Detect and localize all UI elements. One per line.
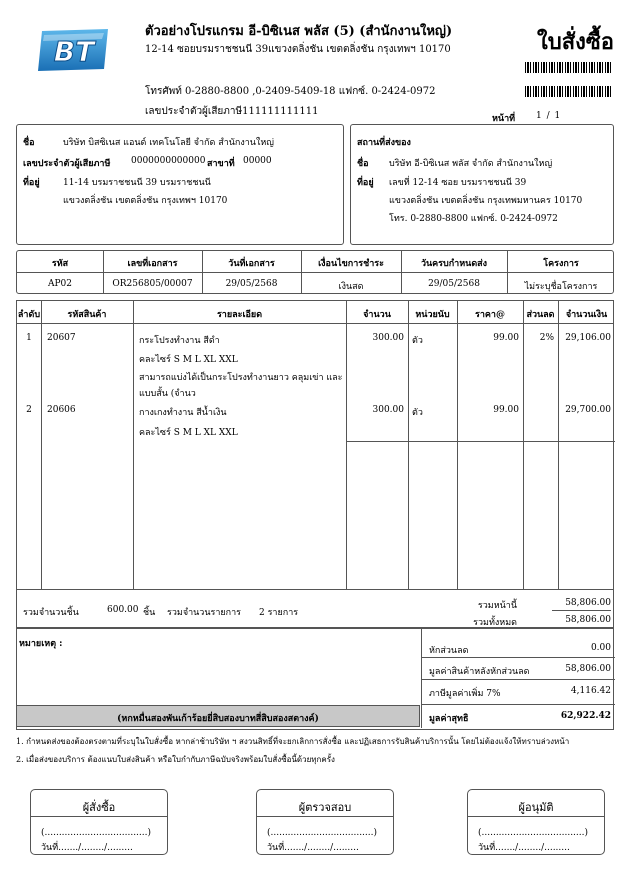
total-items-label: รวมจำนวนรายการ xyxy=(167,608,242,618)
page-number: 1 / 1 xyxy=(536,111,562,121)
customer-box xyxy=(16,124,344,245)
vat-value: 4,116.42 xyxy=(570,686,611,696)
item-1-price: 99.00 xyxy=(493,333,519,343)
header-col-code: รหัส xyxy=(51,259,69,269)
total-qty-unit: ชิ้น xyxy=(143,608,156,618)
barcode-bottom xyxy=(525,86,613,97)
vat-label: ภาษีมูลค่าเพิ่ม 7% xyxy=(429,689,501,699)
items-col-price: ราคา@ xyxy=(475,310,505,320)
after-discount-value: 58,806.00 xyxy=(565,664,611,674)
header-doc-no: OR256805/00007 xyxy=(112,279,193,289)
item-1-desc-line2: คละไซร์ S M L XL XXL xyxy=(139,355,238,365)
grand-total: 58,806.00 xyxy=(565,615,611,625)
header-due-date: 29/05/2568 xyxy=(428,279,480,289)
item-1-desc-line1: กระโปรงทำงาน สีดำ xyxy=(139,336,220,346)
customer-tax: 0000000000000 xyxy=(131,156,206,166)
after-discount-label: มูลค่าสินค้าหลังหักส่วนลด xyxy=(429,667,530,677)
signature-box-approver xyxy=(467,789,605,855)
header-col-payment: เงื่อนไขการชำระ xyxy=(318,259,384,269)
signature-date: วันที่......./......../......... xyxy=(478,843,570,853)
shipping-address-line2: แขวงตลิ่งชัน เขตตลิ่งชัน กรุงเทพมหานคร 10170 xyxy=(389,196,583,206)
signature-line: (....................................) xyxy=(267,828,378,838)
logo-text: BT xyxy=(53,35,95,68)
shipping-address-line1: เลขที่ 12-14 ซอย บรมราชชนนี 39 xyxy=(389,178,527,188)
items-table xyxy=(16,300,614,628)
items-col-discount: ส่วนลด xyxy=(526,310,555,320)
item-1-amount: 29,106.00 xyxy=(565,333,611,343)
notes xyxy=(16,735,569,766)
item-1-desc-line3: สามารถแบ่งได้เป็นกระโปรงทำงานยาว คลุมเข่า และ xyxy=(139,373,343,383)
header-col-due-date: วันครบกำหนดส่ง xyxy=(420,259,488,269)
company-tax-id: เลขประจำตัวผู้เสียภาษี111111111111 xyxy=(145,106,319,117)
company-logo xyxy=(34,27,112,73)
signature-title: ผู้อนุมัติ xyxy=(518,801,554,814)
header-col-project: โครงการ xyxy=(543,259,579,269)
item-1-qty: 300.00 xyxy=(372,333,404,343)
barcode-top xyxy=(525,62,613,73)
page-total: 58,806.00 xyxy=(565,598,611,608)
signature-line: (....................................) xyxy=(41,828,152,838)
items-col-no: ลำดับ xyxy=(17,310,41,320)
item-1-no: 1 xyxy=(26,333,32,343)
company-address: 12-14 ซอยบรมราชชนนี 39แขวงตลิ่งชัน เขตตลิ่งชัน กรุงเทพฯ 10170 xyxy=(145,44,451,55)
company-phone: โทรศัพท์ 0-2880-8800 ,0-2409-5409-18 แฟกซ์. 0-2424-0972 xyxy=(145,86,436,97)
item-2-desc-line1: กางเกงทำงาน สีน้ำเงิน xyxy=(139,408,227,418)
item-2-price: 99.00 xyxy=(493,405,519,415)
customer-branch-label: สาขาที่ xyxy=(207,159,235,169)
shipping-name: บริษัท อี-บิซิเนส พลัส จำกัด สำนักงานใหญ่ xyxy=(389,159,553,169)
net-label: มูลค่าสุทธิ xyxy=(429,714,469,724)
company-name: ตัวอย่างโปรแกรม อี-บิซิเนส พลัส (5) (สำนักงานใหญ่) xyxy=(145,24,453,39)
header-project: ไม่ระบุชื่อโครงการ xyxy=(524,282,598,292)
customer-address-line2: แขวงตลิ่งชัน เขตตลิ่งชัน กรุงเทพฯ 10170 xyxy=(63,196,228,206)
customer-name: บริษัท บิสซิเนส แอนด์ เทคโนโลยี จำกัด สำนักงานใหญ่ xyxy=(63,138,274,148)
customer-name-label: ชื่อ xyxy=(23,138,35,148)
page-label: หน้าที่ xyxy=(492,114,516,124)
items-col-unit: หน่วยนับ xyxy=(415,310,450,320)
header-col-doc-date: วันที่เอกสาร xyxy=(228,259,275,269)
signature-line: (....................................) xyxy=(478,828,589,838)
item-2-desc-line2: คละไซร์ S M L XL XXL xyxy=(139,428,238,438)
item-2-code: 20606 xyxy=(47,405,76,415)
total-items: 2 รายการ xyxy=(259,608,299,618)
shipping-title: สถานที่ส่งของ xyxy=(357,138,411,148)
header-col-doc-no: เลขที่เอกสาร xyxy=(127,259,178,269)
item-2-amount: 29,700.00 xyxy=(565,405,611,415)
customer-address-label: ที่อยู่ xyxy=(23,178,40,188)
shipping-box xyxy=(350,124,614,245)
total-qty-label: รวมจำนวนชิ้น xyxy=(23,608,79,618)
signature-box-orderer xyxy=(30,789,168,855)
signature-date: วันที่......./......../......... xyxy=(41,843,133,853)
shipping-name-label: ชื่อ xyxy=(357,159,369,169)
item-1-desc-line4: แบบสั้น (จำนว xyxy=(139,389,196,399)
discount-value: 0.00 xyxy=(590,643,611,653)
items-col-desc: รายละเอียด xyxy=(216,310,263,320)
signature-title: ผู้ตรวจสอบ xyxy=(298,801,352,814)
items-col-code: รหัสสินค้า xyxy=(67,310,107,320)
item-2-unit: ตัว xyxy=(412,408,423,418)
shipping-address-line3: โทร. 0-2880-8800 แฟกซ์. 0-2424-0972 xyxy=(389,214,558,224)
item-2-qty: 300.00 xyxy=(372,405,404,415)
item-2-no: 2 xyxy=(26,405,32,415)
document-title: ใบสั่งซื้อ xyxy=(537,29,615,55)
customer-address-line1: 11-14 บรมราชชนนี 39 บรมราชชนนี xyxy=(63,178,211,188)
header-payment: เงินสด xyxy=(338,282,364,292)
total-qty: 600.00 xyxy=(107,605,139,615)
document-header-table xyxy=(16,250,614,294)
customer-tax-label: เลขประจำตัวผู้เสียภาษี xyxy=(23,159,111,169)
page-total-label: รวมหน้านี้ xyxy=(477,601,517,611)
item-1-unit: ตัว xyxy=(412,336,423,346)
signature-date: วันที่......./......../......... xyxy=(267,843,359,853)
note-1: 1. กำหนดส่งของต้องตรงตามที่ระบุในใบสั่งซื้อ หากล่าช้าบริษัท ฯ สงวนสิทธิ์ที่จะยกเลิกการสั่งซื้อ และปฏิเสธการรับสินค้าบริการนั้น โดยไม่ต้องแจ้งให้ทราบล่วงหน้า xyxy=(16,737,570,746)
net-value: 62,922.42 xyxy=(560,711,611,721)
amount-in-words-bar xyxy=(16,705,420,727)
header-code: AP02 xyxy=(47,279,72,289)
signature-box-checker xyxy=(256,789,394,855)
item-1-discount: 2% xyxy=(539,333,554,343)
amount-in-words: (หกหมื่นสองพันเก้าร้อยยี่สิบสองบาทสี่สิบสองสตางค์) xyxy=(117,714,319,724)
shipping-address-label: ที่อยู่ xyxy=(357,178,374,188)
discount-label: หักส่วนลด xyxy=(429,646,469,656)
items-col-amount: จำนวนเงิน xyxy=(565,310,608,320)
items-col-qty: จำนวน xyxy=(363,310,391,320)
header-doc-date: 29/05/2568 xyxy=(225,279,278,289)
item-1-code: 20607 xyxy=(47,333,76,343)
grand-total-label: รวมทั้งหมด xyxy=(473,618,517,628)
signature-title: ผู้สั่งซื้อ xyxy=(82,801,116,814)
note-2: 2. เมื่อส่งของบริการ ต้องแนบใบส่งสินค้า หรือใบกำกับภาษีฉบับจริงพร้อมใบสั่งซื้อนี้ด้วยทุกครั้ง xyxy=(16,755,335,764)
remarks-label: หมายเหตุ : xyxy=(19,639,63,649)
customer-branch: 00000 xyxy=(243,156,272,166)
